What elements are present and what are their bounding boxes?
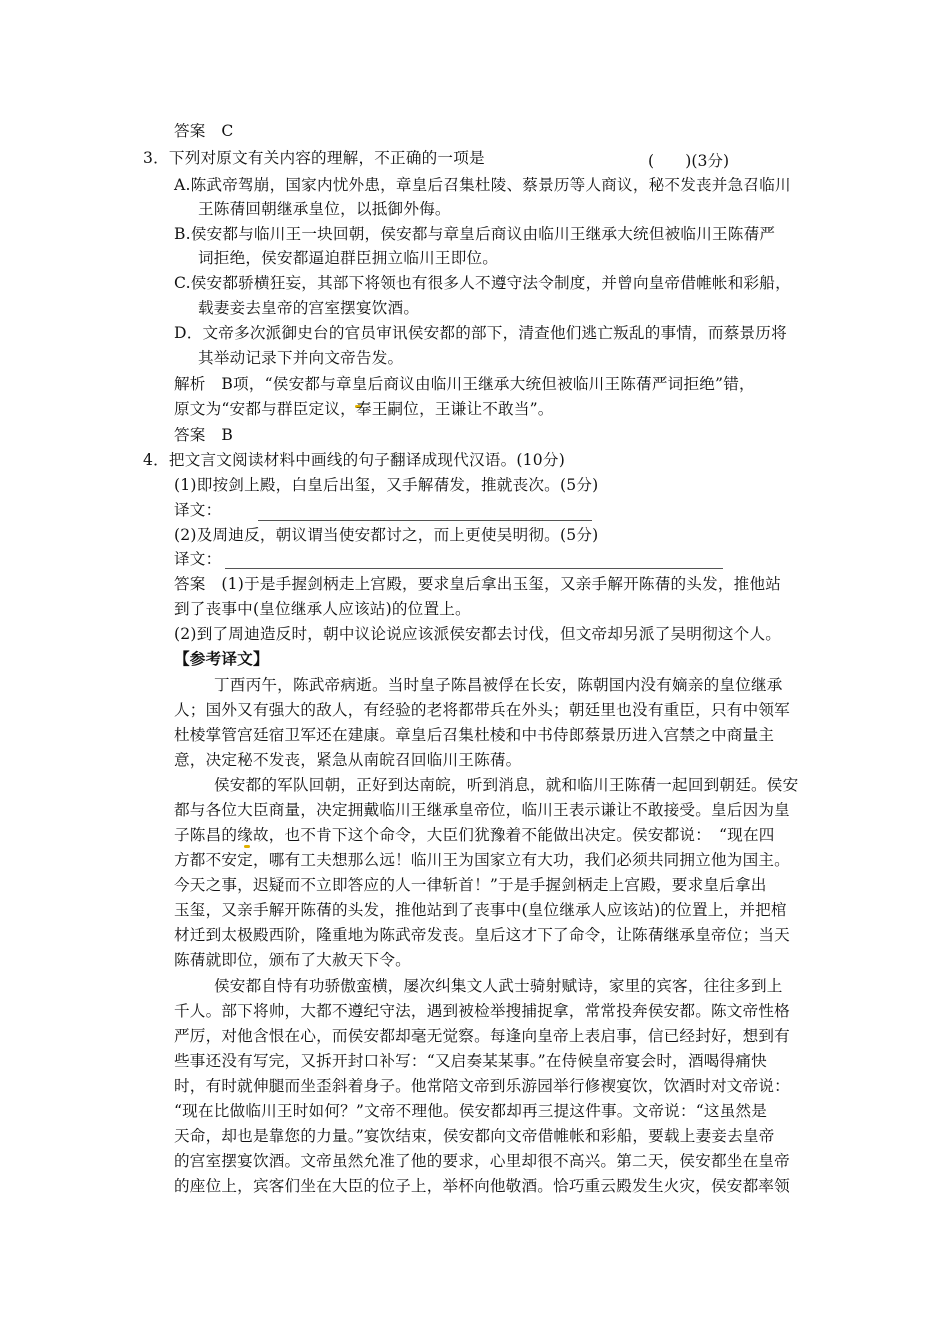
answer-q4-line2: 到了丧事中(皇位继承人应该站)的位置上。 [174, 600, 471, 618]
option-a-line1: A.陈武帝驾崩，国家内忧外患，章皇后召集杜陵、蔡景历等人商议，秘不发丧并急召临川 [174, 176, 791, 194]
ref-p1-l1: 丁酉丙午，陈武帝病逝。当时皇子陈昌被俘在长安，陈朝国内没有嫡亲的皇位继承 [214, 676, 783, 694]
sentence-1: (1)即按剑上殿，白皇后出玺，又手解蒨发，推就丧次。(5分) [174, 476, 599, 494]
option-a-line2: 王陈蒨回朝继承皇位，以抵御外侮。 [198, 200, 451, 218]
ref-p3-l2: 千人。部下将帅，大都不遵纪守法，遇到被检举搜捕捉拿，常常投奔侯安都。陈文帝性格 [174, 1002, 790, 1020]
translation-label-1: 译文： [174, 501, 222, 519]
answer-q2: 答案 C [174, 122, 234, 140]
translation-label-2: 译文： [174, 550, 222, 568]
answer-q4-line3: (2)到了周迪造反时，朝中议论说应该派侯安都去讨伐，但文帝却另派了吴明彻这个人。 [174, 625, 782, 643]
ref-p3-l9: 的座位上，宾客们坐在大臣的位子上，举杯向他敬酒。恰巧重云殿发生火灾，侯安都率领 [174, 1177, 790, 1195]
ref-p1-l4: 意，决定秘不发丧，紧急从南皖召回临川王陈蒨。 [174, 751, 522, 769]
option-d-line2: 其举动记录下并向文帝告发。 [198, 349, 404, 367]
ref-p3-l5: 时，有时就伸腿而坐歪斜着身子。他常陪文帝到乐游园举行修褉宴饮，饮酒时对文帝说： [174, 1077, 790, 1095]
analysis-line1: 解析 B项，“侯安都与章皇后商议由临川王继承大统但被临川王陈蒨严词拒绝”错， [174, 375, 755, 393]
option-d-line1: D．文帝多次派御史台的官员审讯侯安都的部下，清查他们逃亡叛乱的事情，而蔡景历将 [174, 324, 787, 342]
ref-p1-l3: 杜棱掌管宫廷宿卫军还在建康。章皇后召集杜棱和中书侍郎蔡景历进入宫禁之中商量主 [174, 726, 775, 744]
sentence-2: (2)及周迪反，朝议谓当使安都讨之，而上更使吴明彻。(5分) [174, 526, 599, 544]
ref-p3-l7: 天命，却也是靠您的力量。”宴饮结束，侯安都向文帝借帷帐和彩船，要载上妻妾去皇帝 [174, 1127, 775, 1145]
question-4-stem: 4．把文言文阅读材料中画线的句子翻译成现代汉语。(10分) [143, 451, 565, 469]
ref-p2-l6: 玉玺，又亲手解开陈蒨的头发，推他站到了丧事中(皇位继承人应该站)的位置上，并把棺 [174, 901, 787, 919]
ref-p3-l8: 的宫室摆宴饮酒。文帝虽然允准了他的要求，心里却很不高兴。第二天，侯安都坐在皇帝 [174, 1152, 790, 1170]
answer-q3: 答案 B [174, 426, 234, 444]
option-b-line2: 词拒绝，侯安都逼迫群臣拥立临川王即位。 [198, 249, 499, 267]
ref-p2-l5: 今天之事，迟疑而不立即答应的人一律斩首！”于是手握剑柄走上宫殿，要求皇后拿出 [174, 876, 767, 894]
ref-p2-l8: 陈蒨就即位，颁布了大赦天下令。 [174, 951, 411, 969]
answer-blank: ( )(3分) [648, 152, 730, 170]
ref-p1-l2: 人；国外又有强大的敌人，有经验的老将都带兵在外头；朝廷里也没有重臣，只有中领军 [174, 701, 790, 719]
option-b-line1: B.侯安都与临川王一块回朝，侯安都与章皇后商议由临川王继承大统但被临川王陈蒨严 [174, 225, 776, 243]
ref-p3-l4: 些事还没有写完，又拆开封口补写：“又启奏某某事。”在侍候皇帝宴会时，酒喝得痛快 [174, 1052, 767, 1070]
ink-mark [244, 845, 250, 848]
ref-p3-l1: 侯安都自恃有功骄傲蛮横，屡次纠集文人武士骑射赋诗，家里的宾客，往往多到上 [214, 977, 783, 995]
answer-q4-line1: 答案 (1)于是手握剑柄走上宫殿，要求皇后拿出玉玺，又亲手解开陈蒨的头发，推他站 [174, 575, 782, 593]
reference-heading: 【参考译文】 [174, 649, 269, 668]
translation-blank-1[interactable] [258, 520, 592, 521]
option-c-line2: 载妻妾去皇帝的宫室摆宴饮酒。 [198, 299, 420, 317]
option-c-line1: C.侯安都骄横狂妄，其部下将领也有很多人不遵守法令制度，并曾向皇帝借帷帐和彩船， [174, 274, 791, 292]
analysis-line2: 原文为“安都与群臣定议，奉王嗣位，王谦让不敢当”。 [174, 400, 554, 418]
ref-p2-l7: 材迁到太极殿西阶，隆重地为陈武帝发丧。皇后这才下了命令，让陈蒨继承皇帝位；当天 [174, 926, 790, 944]
ref-p3-l3: 严厉，对他含恨在心，而侯安都却毫无觉察。每逢向皇帝上表启事，信已经封好，想到有 [174, 1027, 790, 1045]
ref-p2-l2: 都与各位大臣商量，决定拥戴临川王继承皇帝位，临川王表示谦让不敢接受。皇后因为皇 [174, 801, 790, 819]
translation-blank-2[interactable] [225, 568, 723, 569]
ref-p2-l1: 侯安都的军队回朝，正好到达南皖，听到消息，就和临川王陈蒨一起回到朝廷。侯安 [214, 776, 799, 794]
question-3-stem: 3．下列对原文有关内容的理解，不正确的一项是 [143, 149, 485, 167]
ref-p3-l6: “现在比做临川王时如何？”文帝不理他。侯安都却再三提这件事。文帝说：“这虽然是 [174, 1102, 768, 1120]
ref-p2-l3: 子陈昌的缘故，也不肯下这个命令，大臣们犹豫着不能做出决定。侯安都说： “现在四 [174, 826, 775, 844]
ref-p2-l4: 方都不安定，哪有工夫想那么远！临川王为国家立有大功，我们必须共同拥立他为国主。 [174, 851, 790, 869]
